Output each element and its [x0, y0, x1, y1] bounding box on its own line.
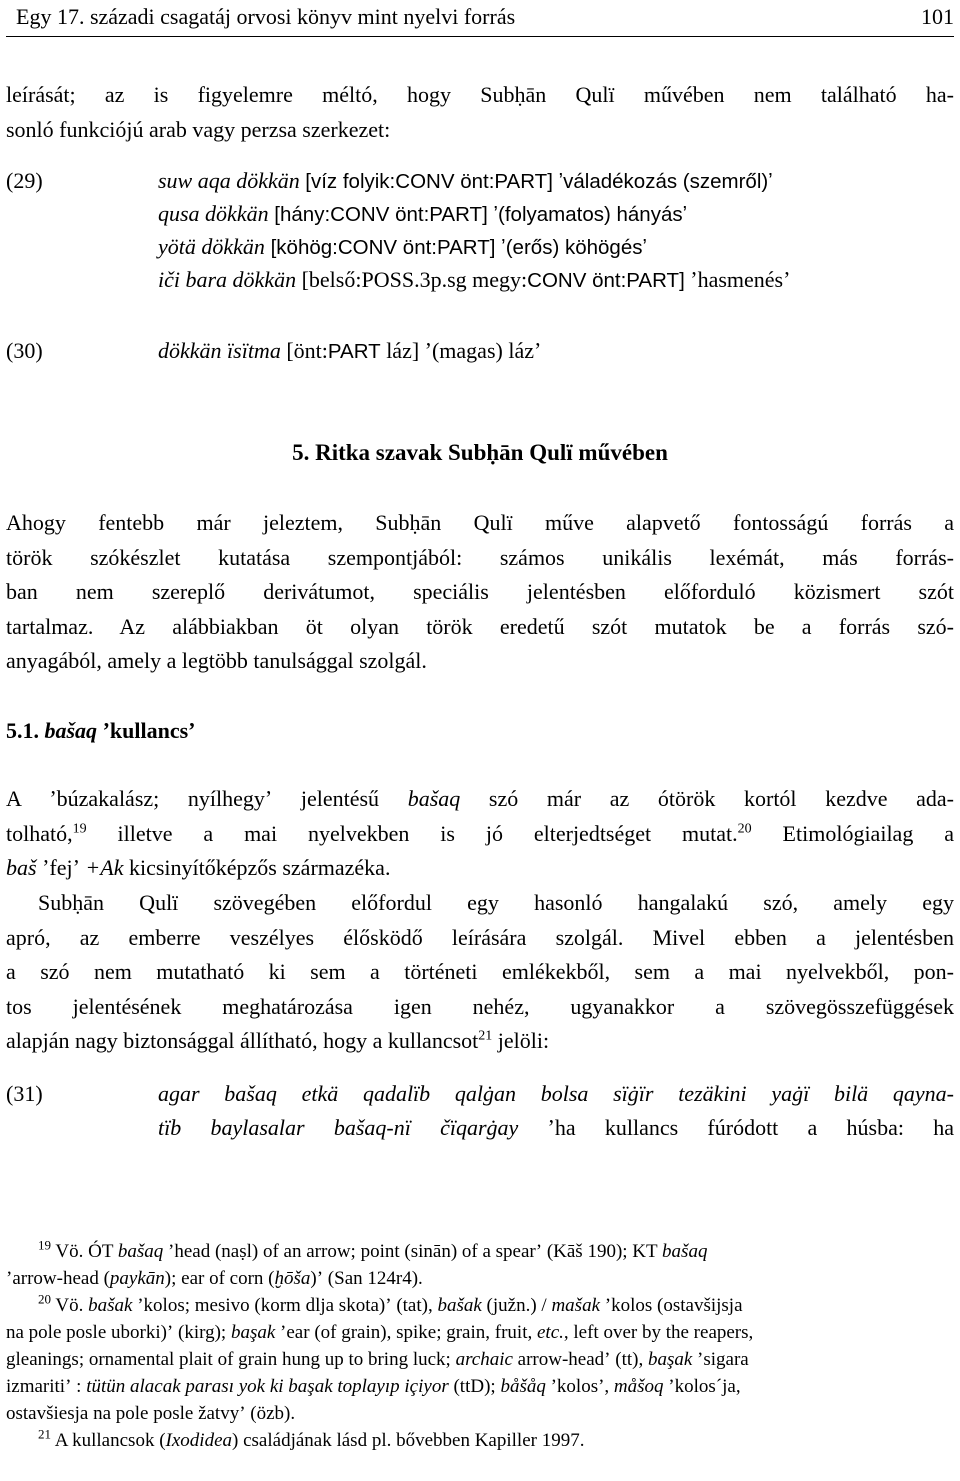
section-paragraph: [6, 506, 954, 679]
text: gleanings; ornamental plait of grain hung up to bring luck;: [6, 1349, 456, 1370]
text: A ʼbúzakalász; nyílhegyʼ jelentésű: [6, 786, 408, 811]
footnote-mark: 19: [38, 1237, 51, 1253]
term: bašaq: [662, 1241, 708, 1262]
subsection-number: 5.1.: [6, 718, 39, 743]
term: tütün alacak parası yok ki başak toplayıp içiyor: [86, 1376, 449, 1397]
text: Vö. ÓT: [51, 1241, 118, 1262]
footnote-20-cont: [6, 1319, 954, 1346]
footnote-21: [6, 1427, 954, 1454]
term: paykān: [109, 1268, 165, 1289]
example-body: [158, 1077, 954, 1145]
footnote-ref: 19: [72, 821, 87, 837]
paragraph-line: [6, 782, 954, 817]
footnote-19: [6, 1238, 954, 1265]
running-head-title: Egy 17. századi csagatáj orvosi könyv mint nyelvi forrás: [16, 4, 516, 29]
gloss: önt:: [389, 203, 430, 226]
paragraph-line: [6, 851, 954, 886]
paragraph-line: a szó nem mutatható ki sem a történeti emlékekből, sem a mai nyelvekből, pon-: [6, 959, 954, 984]
section-title: 5. Ritka szavak Subḥān Qulï művében: [292, 440, 668, 465]
paragraph-line: ban nem szereplő derivátumot, speciális jelentésben előforduló közismert szót: [6, 579, 954, 604]
text: ʼkolos; mesivo (korm dlja skota)ʼ (tat),: [132, 1295, 438, 1316]
gloss: [önt:: [280, 338, 328, 363]
translation: ʼ(erős) köhögésʼ: [495, 236, 648, 259]
example-number: (31): [6, 1081, 43, 1106]
footnote-20-cont: [6, 1346, 954, 1373]
paragraph-line: [6, 1024, 954, 1059]
intro-paragraph: [6, 78, 954, 147]
term: bašaq: [407, 786, 461, 811]
footnote-20: [6, 1292, 954, 1319]
term: etc.: [536, 1322, 564, 1343]
footnote-20-cont: [6, 1373, 954, 1400]
gloss-tag: PART: [626, 269, 680, 292]
gloss: .3p.sg megy:: [414, 267, 528, 292]
term: +Ak: [85, 855, 124, 880]
gloss: ]: [482, 203, 488, 226]
text: (ttD);: [448, 1376, 501, 1397]
translation: ʼhasmenésʼ: [684, 267, 791, 292]
example-line: agar bašaq etkä qadalïb qalġan bolsa sïġïr tezäkini yaġï bilä qayna-: [158, 1081, 954, 1106]
footnote-ref: 21: [478, 1028, 493, 1044]
example-word: yötä dökkän: [158, 234, 265, 259]
term: måšoq: [613, 1376, 664, 1397]
text: ʼkolosʼ,: [545, 1376, 614, 1397]
header-rule: [6, 36, 954, 37]
text: ); ear of corn (: [164, 1268, 275, 1289]
example-word: qusa dökkän: [158, 201, 269, 226]
term: mašak: [551, 1295, 601, 1316]
translation: ʼha kullancs fúródott a húsba: ha: [518, 1115, 954, 1140]
example-word: dökkän ïsïtma: [158, 338, 281, 363]
translation: ʼ(folyamatos) hányásʼ: [487, 203, 688, 226]
example-row: [158, 164, 954, 197]
gloss: [víz folyik:: [305, 170, 396, 193]
text: na pole posle uborki)ʼ (kirg);: [6, 1322, 231, 1343]
paragraph-bashaq-etymology: [6, 782, 954, 886]
gloss: [belső:: [296, 267, 362, 292]
term: bašaq: [117, 1241, 164, 1262]
text: ʼkolos´ja,: [663, 1376, 741, 1397]
translation: ʼ(magas) lázʼ: [419, 338, 542, 363]
paragraph-line: török szókészlet kutatása szempontjából: számos unikális lexémát, más forrás-: [6, 544, 954, 570]
page-number: 101: [921, 4, 954, 29]
text: ) családjának lásd pl. bővebben Kapiller 1997.: [232, 1430, 585, 1451]
subsection-title: [6, 714, 195, 748]
example-number: (30): [6, 338, 43, 363]
text: szó már az ótörök kortól kezdve ada-: [460, 786, 954, 811]
gloss-tag: PART: [494, 170, 548, 193]
text: ʼhead (naṣl) of an arrow; point (sinān) of a spearʼ (Kāš 190); KT: [163, 1241, 663, 1262]
running-head: [6, 2, 954, 36]
text: ʼsigara: [692, 1349, 749, 1370]
footnote-mark: 21: [38, 1426, 51, 1442]
term: Ixodidea: [165, 1430, 233, 1451]
example-text: tïb baylasalar bašaq-nï čïqarġay: [158, 1115, 519, 1140]
term: bašak: [88, 1295, 133, 1316]
term: baš: [6, 855, 37, 880]
footnote-20-cont: [6, 1400, 954, 1427]
gloss-tag: CONV: [330, 203, 390, 226]
term: archaic: [455, 1349, 513, 1370]
paragraph-line: [6, 817, 954, 852]
term: başak: [230, 1322, 276, 1343]
footnotes: [6, 1238, 954, 1454]
text: kicsinyítőképzős származéka.: [123, 855, 391, 880]
example-word: suw aqa dökkän: [158, 168, 300, 193]
subsection-meaning: ʼkullancsʼ: [97, 718, 196, 743]
text: ostavšiesja na pole posle žatvyʼ (özb).: [6, 1403, 296, 1424]
text: ʼarrow-head (: [6, 1268, 110, 1289]
text: izmaritiʼ :: [6, 1376, 87, 1397]
paragraph-subhan-quli: [6, 886, 954, 1059]
paragraph-line: apró, az emberre veszélyes élősködő leírására szolgál. Mivel ebben a jelentésben: [6, 924, 954, 950]
text: alapján nagy biztonsággal állítható, hogy a kullancsot: [6, 1028, 479, 1053]
term: bašak: [437, 1295, 482, 1316]
paragraph-line: Subḥān Qulï szövegében előfordul egy hasonló hangalakú szó, amely egy: [38, 890, 954, 915]
gloss: ]: [489, 236, 496, 259]
footnote-ref: 20: [737, 821, 752, 837]
gloss: ]: [679, 269, 685, 292]
text: (južn.) /: [481, 1295, 552, 1316]
text: jelöli:: [492, 1028, 550, 1053]
gloss: ]: [547, 170, 553, 193]
example-body: [158, 164, 954, 296]
example-row: [158, 263, 954, 296]
term: ḫōša: [274, 1268, 311, 1289]
paragraph-line: tos jelentésének meghatározása igen nehéz, ugyanakkor a szövegösszefüggések: [6, 993, 954, 1019]
gloss-tag: CONV: [337, 236, 398, 259]
gloss-tag: POSS: [361, 267, 415, 292]
text: Etimológiailag a: [751, 820, 954, 846]
text: Vö.: [51, 1295, 89, 1316]
paragraph-line: leírását; az is figyelemre méltó, hogy Subḥān Qulï művében nem található ha-: [6, 82, 954, 107]
gloss-tag: PART: [429, 203, 483, 226]
text: ʼfejʼ: [36, 855, 86, 880]
text: tolható,: [6, 820, 73, 846]
text: ʼear (of grain), spike; grain, fruit,: [275, 1322, 537, 1343]
term: båšåq: [500, 1376, 546, 1397]
example-number: (29): [6, 168, 43, 193]
text: arrow-headʼ (tt),: [512, 1349, 648, 1370]
paragraph-line: anyagából, amely a legtöbb tanulsággal szolgál.: [6, 648, 427, 673]
gloss: [köhög:: [264, 236, 338, 259]
subsection-word: bašaq: [44, 718, 98, 743]
gloss: önt:: [586, 269, 627, 292]
text: ʼkolos (ostavšijsja: [600, 1295, 743, 1316]
gloss: [hány:: [268, 203, 331, 226]
gloss-tag: CONV: [527, 269, 587, 292]
example-word: iči bara dökkän: [158, 267, 297, 292]
paragraph-line: sonló funkciójú arab vagy perzsa szerkezet:: [6, 116, 391, 142]
paragraph-line: Ahogy fentebb már jeleztem, Subḥān Qulï műve alapvető fontosságú forrás a: [6, 510, 954, 535]
example-row: [158, 334, 954, 367]
footnote-mark: 20: [38, 1291, 51, 1307]
footnote-19-cont: [6, 1265, 954, 1292]
gloss: önt:: [397, 236, 437, 259]
translation: ʼváladékozás (szemről)ʼ: [552, 170, 773, 193]
paragraph-line: tartalmaz. Az alábbiakban öt olyan török eredetű szót mutatok be a forrás szó-: [6, 613, 954, 639]
text: illetve a mai nyelvekben is jó elterjedtséget mutat.: [86, 820, 738, 846]
text: A kullancsok (: [51, 1430, 166, 1451]
gloss-tag: CONV: [395, 170, 455, 193]
text: , left over by the reapers,: [563, 1322, 754, 1343]
example-line: [158, 1111, 954, 1145]
term: başak: [647, 1349, 693, 1370]
gloss: láz]: [380, 338, 420, 363]
example-body: [158, 334, 954, 367]
gloss: önt:: [454, 170, 495, 193]
text: )ʼ (San 124r4).: [310, 1268, 423, 1289]
example-row: [158, 197, 954, 230]
gloss-tag: PART: [436, 236, 490, 259]
gloss-tag: PART: [327, 340, 381, 363]
example-row: [158, 230, 954, 263]
